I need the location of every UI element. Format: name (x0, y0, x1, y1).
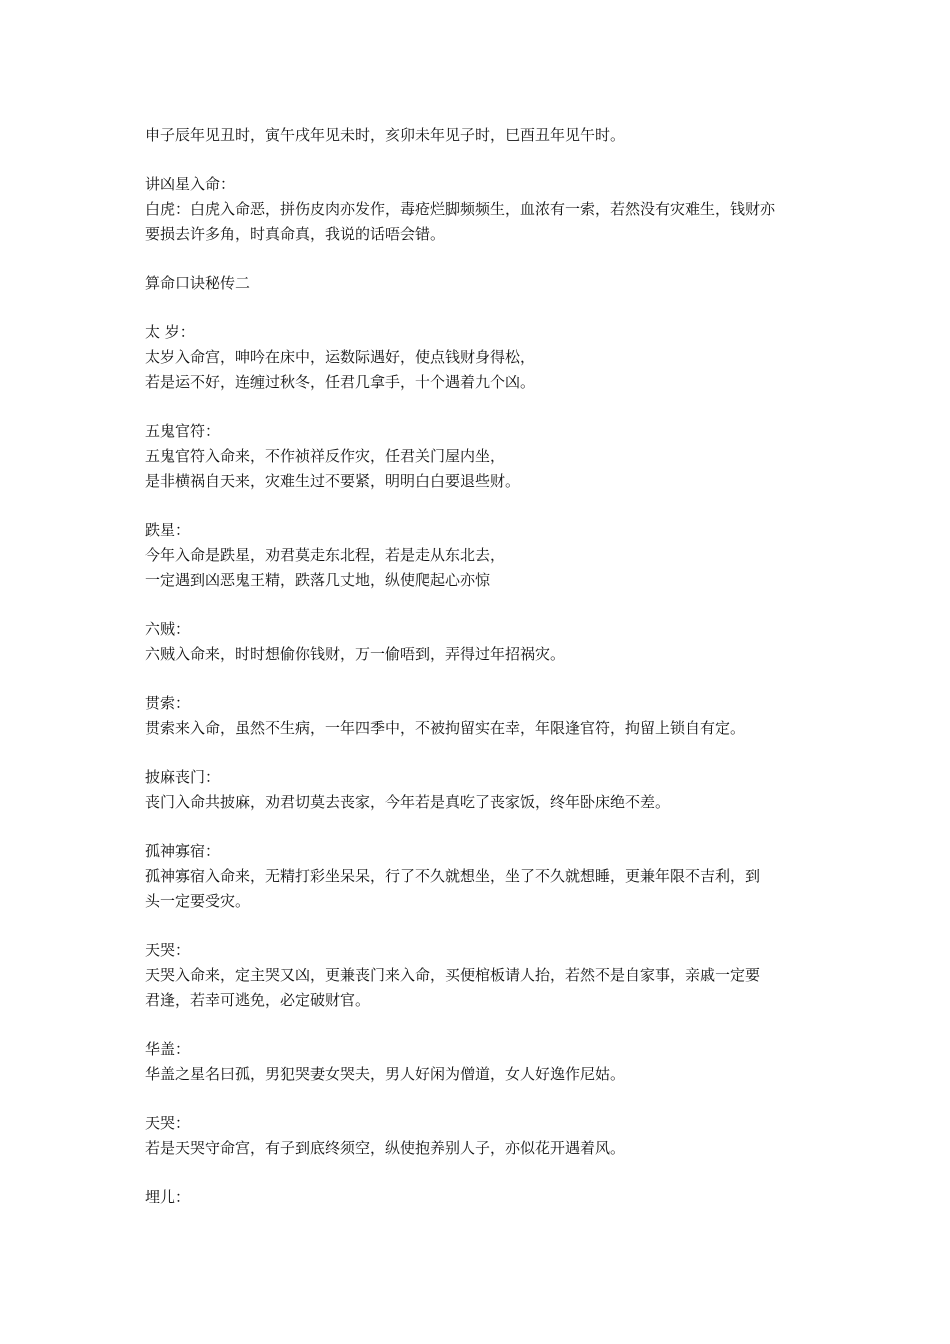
blank-line (145, 1161, 815, 1185)
section-heading: 贯索： (145, 694, 191, 712)
blank-line (145, 1087, 815, 1111)
section-heading: 孤神寡宿： (145, 842, 221, 860)
blank-line (145, 1013, 815, 1037)
section-heading: 太 岁： (145, 323, 195, 341)
text-line: 今年入命是跌星，劝君莫走东北程，若是走从东北去， (145, 546, 506, 564)
section-heading: 六贼： (145, 620, 191, 638)
text-line: 若是天哭守命宫，有子到底终须空，纵使抱养别人子，亦似花开遇着风。 (145, 1139, 626, 1157)
text-line: 天哭入命来，定主哭又凶，更兼丧门来入命，买便棺板请人抬，若然不是自家事，亲戚一定要 (145, 966, 761, 984)
section-heading: 跌星： (145, 521, 191, 539)
section-heading: 披麻丧门： (145, 768, 221, 786)
text-line: 是非横祸自天来，灾难生过不要紧，明明白白要退些财。 (145, 472, 521, 490)
blank-line (145, 395, 815, 419)
section-heading: 天哭： (145, 941, 191, 959)
document-title: 算命口诀秘传二 (145, 274, 251, 292)
text-line: 太岁入命宫，呻吟在床中，运数际遇好，使点钱财身得松， (145, 348, 536, 366)
blank-line (145, 741, 815, 765)
blank-line (145, 296, 815, 320)
text-line: 若是运不好，连缠过秋冬，任君几拿手，十个遇着九个凶。 (145, 373, 536, 391)
text-line: 要损去许多角，时真命真，我说的话唔会错。 (145, 225, 446, 243)
text-line: 五鬼官符入命来，不作祯祥反作灾，任君关门屋内坐， (145, 447, 506, 465)
blank-line (145, 247, 815, 271)
document-body (145, 123, 815, 1210)
text-line: 华盖之星名曰孤，男犯哭妻女哭夫，男人好闲为僧道，女人好逸作尼姑。 (145, 1065, 626, 1083)
blank-line (145, 815, 815, 839)
text-line: 头一定要受灾。 (145, 892, 251, 910)
text-line: 六贼入命来，时时想偷你钱财，万一偷唔到，弄得过年招祸灾。 (145, 645, 566, 663)
blank-line (145, 148, 815, 172)
text-line: 贯索来入命，虽然不生病，一年四季中，不被拘留实在幸，年限逢官符，拘留上锁自有定。 (145, 719, 746, 737)
blank-line (145, 667, 815, 691)
section-heading: 华盖： (145, 1040, 191, 1058)
section-heading: 讲凶星入命： (145, 175, 236, 193)
text-line: 一定遇到凶恶鬼王精，跌落几丈地，纵使爬起心亦惊 (145, 571, 491, 589)
blank-line (145, 593, 815, 617)
text-line: 白虎：白虎入命恶，拼伤皮肉亦发作，毒疮烂脚频频生，血浓有一索，若然没有灾难生，钱财亦 (145, 200, 776, 218)
text-line: 申子辰年见丑时，寅午戌年见未时，亥卯未年见子时，巳酉丑年见午时。 (145, 126, 626, 144)
blank-line (145, 494, 815, 518)
blank-line (145, 914, 815, 938)
text-line: 孤神寡宿入命来，无精打彩坐呆呆，行了不久就想坐，坐了不久就想睡，更兼年限不吉利，到 (145, 867, 761, 885)
section-heading: 五鬼官符： (145, 422, 221, 440)
text-line: 君逢，若幸可逃免，必定破财官。 (145, 991, 371, 1009)
text-line: 丧门入命共披麻，劝君切莫去丧家，今年若是真吃了丧家饭，终年卧床绝不差。 (145, 793, 671, 811)
section-heading: 天哭： (145, 1114, 191, 1132)
section-heading: 埋儿： (145, 1188, 191, 1206)
